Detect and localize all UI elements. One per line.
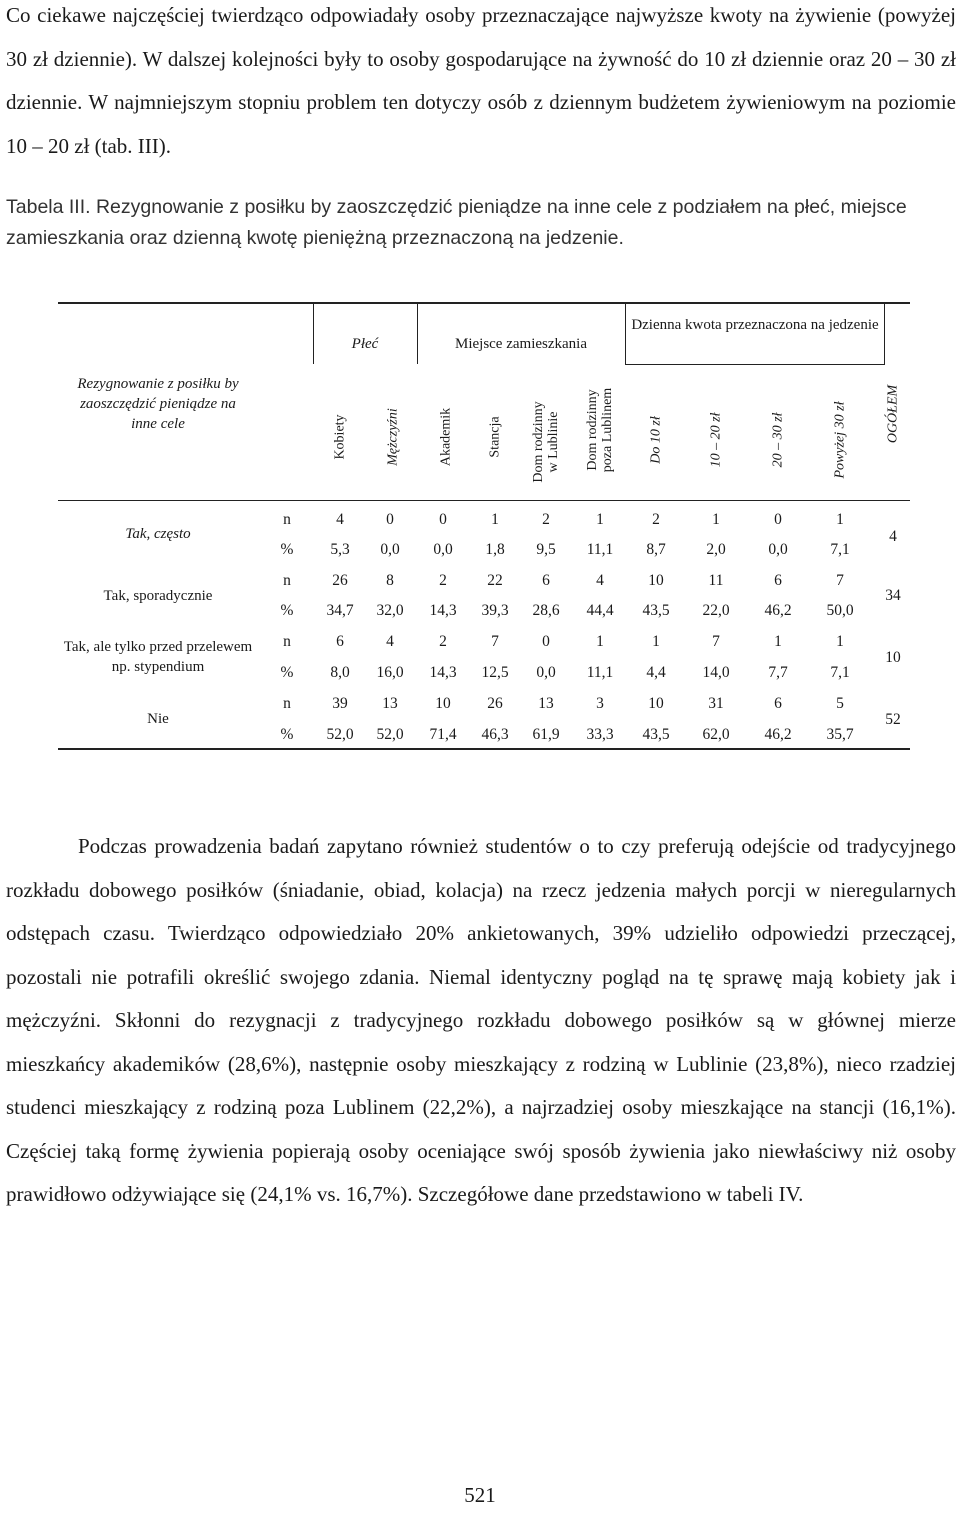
table-cell: 11 — [708, 572, 724, 589]
table-cell: 43,5 — [642, 602, 670, 619]
table-cell: 10 — [648, 695, 664, 712]
table-cell: 52,0 — [326, 726, 354, 743]
table-cell: 26 — [487, 695, 503, 712]
table-cell: 0,0 — [536, 664, 556, 681]
table-cell: 0,0 — [768, 541, 788, 558]
row-label: Nie — [147, 711, 169, 727]
row-type-pct: % — [280, 664, 294, 681]
table-cell: 2,0 — [706, 541, 726, 558]
table-cell: 28,6 — [532, 602, 560, 619]
table-cell: 0 — [774, 511, 782, 528]
table-cell: 50,0 — [826, 602, 854, 619]
table-cell: 6 — [774, 695, 782, 712]
table-cell: 52,0 — [376, 726, 404, 743]
table-cell: 71,4 — [429, 726, 457, 743]
table-cell: 39,3 — [481, 602, 509, 619]
table-caption: Tabela III. Rezygnowanie z posiłku by zaoszczędzić pieniądze na inne cele z podziałem na płeć, miejsce zamieszkania oraz dzienną kwotę pieniężną przeznaczoną na jedzenie. — [6, 196, 907, 249]
table-cell: 46,2 — [764, 602, 792, 619]
table-cell: 10 — [435, 695, 451, 712]
header-amount: Dzienna kwota przeznaczona na jedzenie — [631, 317, 879, 333]
table-cell: 7 — [712, 633, 720, 650]
table-cell: 32,0 — [376, 602, 404, 619]
col-10-20: 10 – 20 zł — [708, 412, 724, 468]
table-cell: 2 — [439, 572, 447, 589]
table-cell: 13 — [382, 695, 398, 712]
table-cell: 1 — [596, 511, 604, 528]
table-cell: 0,0 — [433, 541, 453, 558]
col-kobiety: Kobiety — [332, 414, 348, 460]
table-cell: 22,0 — [702, 602, 730, 619]
row-type-n: n — [283, 695, 291, 712]
table-cell: 13 — [538, 695, 554, 712]
table-cell: 8 — [386, 572, 394, 589]
table-total-cell: 4 — [889, 528, 897, 545]
table-top-border — [58, 302, 910, 304]
table-cell: 61,9 — [532, 726, 560, 743]
row-type-pct: % — [280, 541, 294, 558]
table-cell: 6 — [774, 572, 782, 589]
table-cell: 35,7 — [826, 726, 854, 743]
table-total-cell: 34 — [885, 587, 901, 604]
divider-gender — [313, 302, 314, 364]
table-cell: 1 — [712, 511, 720, 528]
table-cell: 34,7 — [326, 602, 354, 619]
table-cell: 1 — [491, 511, 499, 528]
table-cell: 5 — [836, 695, 844, 712]
col-do10: Do 10 zł — [648, 416, 664, 464]
table-cell: 4 — [336, 511, 344, 528]
table-cell: 7 — [836, 572, 844, 589]
table-cell: 1 — [596, 633, 604, 650]
table-cell: 4,4 — [646, 664, 666, 681]
divider-residence — [417, 302, 418, 364]
table-cell: 7 — [491, 633, 499, 650]
intro-paragraph: Co ciekawe najczęściej twierdząco odpowiadały osoby przeznaczające najwyższe kwoty na żywienie (powyżej 30 zł dziennie). W dalszej kolejności były to osoby gospodarujące na żywność do 10 zł dziennie oraz 20 – 30 zł dziennie. W najmniejszym stopniu problem ten dotyczy osób z dziennym budżetem żywieniowym na poziomie 10 – 20 zł (tab. III). — [6, 3, 956, 158]
table-cell: 16,0 — [376, 664, 404, 681]
table-cell: 1 — [774, 633, 782, 650]
table-cell: 1 — [836, 511, 844, 528]
table-cell: 0 — [386, 511, 394, 528]
table-cell: 6 — [336, 633, 344, 650]
table-cell: 39 — [332, 695, 348, 712]
table-cell: 4 — [596, 572, 604, 589]
header-bottom-border — [58, 500, 910, 501]
table-cell: 1 — [652, 633, 660, 650]
table-cell: 7,1 — [830, 664, 850, 681]
col-dom-lublin: Dom rodzinny w Lublinie — [531, 401, 561, 483]
row-label: Tak, sporadycznie — [103, 588, 213, 604]
row-label: Tak, często — [125, 526, 191, 542]
table-total-cell: 52 — [885, 711, 901, 728]
table-cell: 1,8 — [485, 541, 505, 558]
table-cell: 2 — [652, 511, 660, 528]
table-cell: 2 — [439, 633, 447, 650]
table-cell: 12,5 — [481, 664, 509, 681]
table-bottom-border — [58, 748, 910, 750]
table-cell: 7,1 — [830, 541, 850, 558]
table-cell: 10 — [648, 572, 664, 589]
col-mezczyzni: Mężczyźni — [385, 408, 401, 466]
row-label: Tak, ale tylko przed przelewem np. stypendium — [63, 639, 253, 675]
header-gender: Płeć — [351, 336, 379, 352]
table-cell: 26 — [332, 572, 348, 589]
table-cell: 6 — [542, 572, 550, 589]
table-cell: 2 — [542, 511, 550, 528]
table-cell: 0,0 — [380, 541, 400, 558]
table-cell: 44,4 — [586, 602, 614, 619]
row-header: Rezygnowanie z posiłku by zaoszczędzić pieniądze na inne cele — [77, 376, 239, 432]
col-20-30: 20 – 30 zł — [770, 412, 786, 468]
col-dom-poza: Dom rodzinny poza Lublinem — [585, 387, 615, 473]
body-paragraph: Podczas prowadzenia badań zapytano również studentów o to czy preferują odejście od tradycyjnego rozkładu dobowego posiłków (śniadanie, obiad, kolacja) na rzecz jedzenia małych porcji w nieregularnych odstępach czasu. Twierdząco odpowiedziało 20% ankietowanych, 39% udzieliło odpowiedzi przeczącej, pozostali nie potrafili określić swojego zdania. Niemal identyczny pogląd na tę sprawę mają kobiety jak i mężczyźni. Skłonni do rezygnacji z tradycyjnego rozkładu dobowego posiłków są w głównej mierze mieszkańcy akademików (28,6%), następnie osoby mieszkający z rodziną w Lublinie (23,8%), nieco rzadziej studenci mieszkający z rodziną poza Lublinem (22,2%), a najrzadziej osoby mieszkające na stancji (16,1%). Częściej taką formę żywienia popierają osoby oceniające swój sposób żywienia jako niewłaściwy niż osoby prawidłowo odżywiające się (24,1% vs. 16,7%). Szczegółowe dane przedstawiono w tabeli IV. — [6, 834, 956, 1206]
table-cell: 11,1 — [586, 541, 614, 558]
table-cell: 0 — [439, 511, 447, 528]
table-cell: 14,3 — [429, 664, 457, 681]
table-cell: 8,7 — [646, 541, 666, 558]
row-type-n: n — [283, 572, 291, 589]
table-cell: 5,3 — [330, 541, 350, 558]
table-cell: 8,0 — [330, 664, 350, 681]
table-cell: 43,5 — [642, 726, 670, 743]
table-cell: 4 — [386, 633, 394, 650]
header-residence: Miejsce zamieszkania — [454, 336, 588, 352]
table-cell: 11,1 — [586, 664, 614, 681]
page-number: 521 — [464, 1483, 496, 1507]
table-cell: 3 — [596, 695, 604, 712]
table-cell: 1 — [836, 633, 844, 650]
table-cell: 46,2 — [764, 726, 792, 743]
row-type-n: n — [283, 633, 291, 650]
table-cell: 31 — [708, 695, 724, 712]
col-akademik: Akademik — [438, 407, 454, 467]
divider-amount — [625, 302, 626, 364]
col-powyzej30: Powyżej 30 zł — [832, 401, 848, 479]
table-cell: 0 — [542, 633, 550, 650]
table-cell: 22 — [487, 572, 503, 589]
col-ogolem: OGÓŁEM — [885, 384, 901, 444]
table-total-cell: 10 — [885, 649, 901, 666]
table-cell: 14,0 — [702, 664, 730, 681]
row-type-pct: % — [280, 602, 294, 619]
table-cell: 9,5 — [536, 541, 556, 558]
table-cell: 14,3 — [429, 602, 457, 619]
table-cell: 62,0 — [702, 726, 730, 743]
table-cell: 7,7 — [768, 664, 788, 681]
row-type-n: n — [283, 511, 291, 528]
col-stancja: Stancja — [487, 416, 503, 458]
table-cell: 46,3 — [481, 726, 509, 743]
row-type-pct: % — [280, 726, 294, 743]
amount-header-underline — [625, 364, 885, 365]
table-cell: 33,3 — [586, 726, 614, 743]
divider-total — [884, 302, 885, 364]
